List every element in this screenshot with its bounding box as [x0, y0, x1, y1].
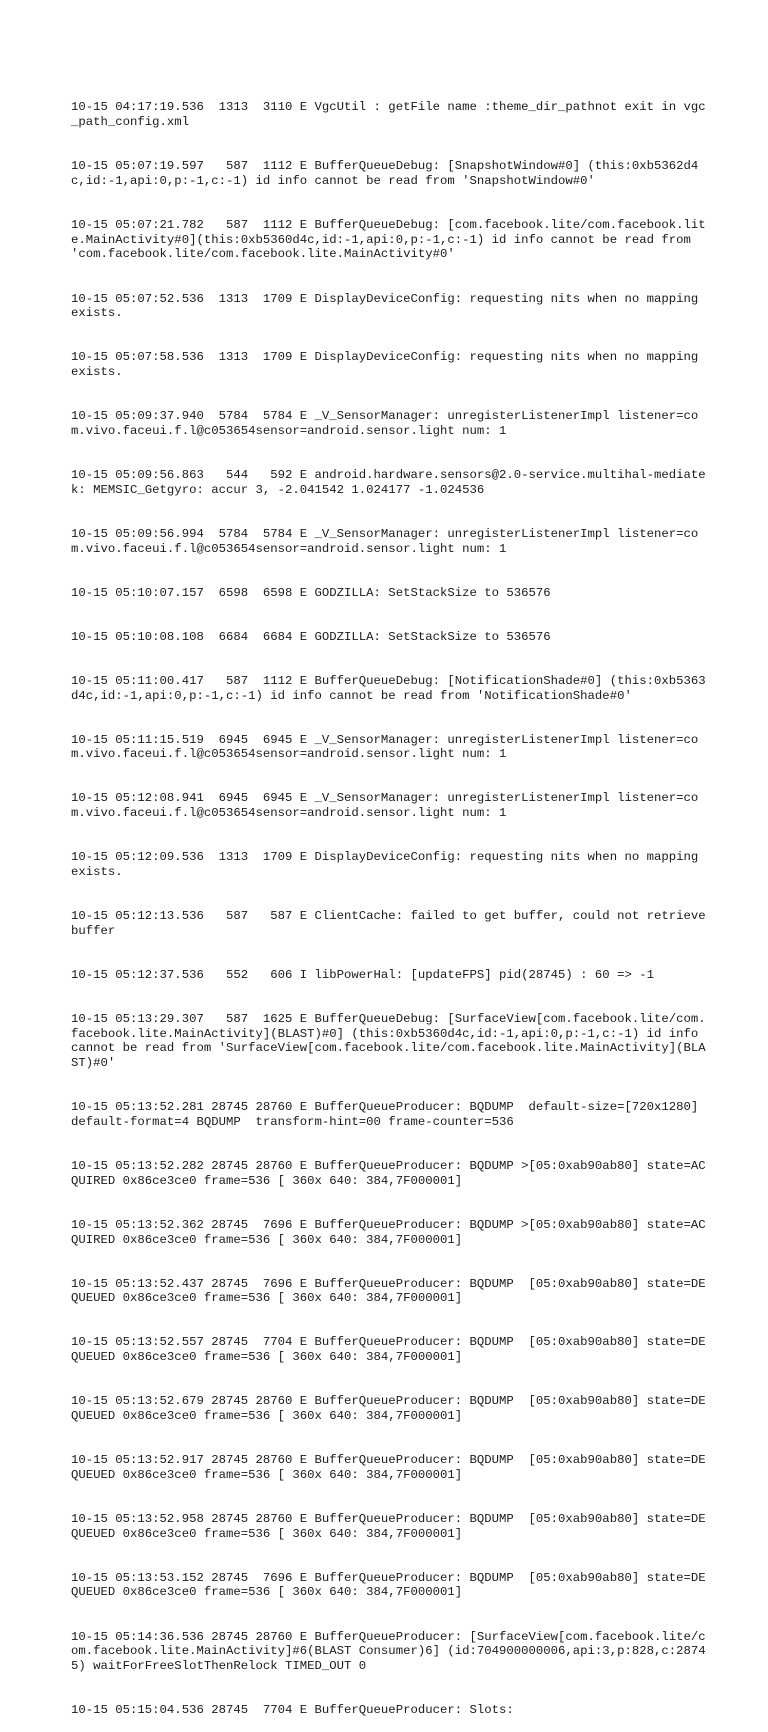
- log-line: 10-15 05:13:52.282 28745 28760 E BufferQueueProducer: BQDUMP >[05:0xab90ab80] state=ACQUIRED 0x86ce3ce0 frame=536 [ 360x 640: 384,7F000001]: [71, 1159, 706, 1188]
- log-line: 10-15 05:07:21.782 587 1112 E BufferQueueDebug: [com.facebook.lite/com.facebook.lite.MainActivity#0](this:0xb5360d4c,id:-1,api:0,p:-1,c:-1) id info cannot be read from 'com.facebook.lite/com.facebook.lite.MainActivity#0': [71, 218, 706, 262]
- log-line: 10-15 05:12:09.536 1313 1709 E DisplayDeviceConfig: requesting nits when no mapping exists.: [71, 850, 706, 879]
- log-line: 10-15 05:10:08.108 6684 6684 E GODZILLA: SetStackSize to 536576: [71, 629, 551, 644]
- log-line: 10-15 05:12:08.941 6945 6945 E _V_SensorManager: unregisterListenerImpl listener=com.vivo.faceui.f.l@c053654sensor=android.sensor.light num: 1: [71, 791, 699, 821]
- log-line: 10-15 05:09:56.994 5784 5784 E _V_SensorManager: unregisterListenerImpl listener=com.vivo.faceui.f.l@c053654sensor=android.sensor.light num: 1: [71, 526, 699, 556]
- log-line: 10-15 05:10:07.157 6598 6598 E GODZILLA: SetStackSize to 536576: [71, 585, 551, 600]
- log-line: 10-15 05:12:13.536 587 587 E ClientCache: failed to get buffer, could not retrieve buffer: [71, 909, 714, 938]
- log-line: 10-15 05:11:00.417 587 1112 E BufferQueueDebug: [NotificationShade#0] (this:0xb5363d4c,id:-1,api:0,p:-1,c:-1) id info cannot be read from 'NotificationShade#0': [71, 673, 706, 703]
- log-line: 10-15 05:13:52.958 28745 28760 E BufferQueueProducer: BQDUMP [05:0xab90ab80] state=DEQUEUED 0x86ce3ce0 frame=536 [ 360x 640: 384,7F000001]: [71, 1511, 706, 1541]
- log-line: 10-15 05:13:52.362 28745 7696 E BufferQueueProducer: BQDUMP >[05:0xab90ab80] state=ACQUIRED 0x86ce3ce0 frame=536 [ 360x 640: 384,7F000001]: [71, 1217, 706, 1247]
- log-line: 10-15 05:14:36.536 28745 28760 E BufferQueueProducer: [SurfaceView[com.facebook.lite/com.facebook.lite.MainActivity]#6(BLAST Consumer)6] (id:704900000006,api:3,p:828,c:28745) waitForFreeSlotThenRelock TIMED_OUT 0: [71, 1629, 706, 1673]
- log-line: 10-15 05:09:37.940 5784 5784 E _V_SensorManager: unregisterListenerImpl listener=com.vivo.faceui.f.l@c053654sensor=android.sensor.light num: 1: [71, 409, 699, 438]
- log-line: 10-15 05:13:29.307 587 1625 E BufferQueueDebug: [SurfaceView[com.facebook.lite/com.facebook.lite.MainActivity](BLAST)#0] (this:0xb5360d4c,id:-1,api:0,p:-1,c:-1) id info cannot be read from 'SurfaceView[com.facebook.lite/com.facebook.lite.MainActivity](BLAST)#0': [71, 1012, 706, 1071]
- log-line: 10-15 05:07:19.597 587 1112 E BufferQueueDebug: [SnapshotWindow#0] (this:0xb5362d4c,id:-1,api:0,p:-1,c:-1) id info cannot be read from 'SnapshotWindow#0': [71, 159, 699, 188]
- log-line: 10-15 05:11:15.519 6945 6945 E _V_SensorManager: unregisterListenerImpl listener=com.vivo.faceui.f.l@c053654sensor=android.sensor.light num: 1: [71, 732, 699, 762]
- log-line: 10-15 05:13:52.281 28745 28760 E BufferQueueProducer: BQDUMP default-size=[720x1280] default-format=4 BQDUMP transform-hint=00 frame-counter=536: [71, 1100, 706, 1129]
- log-line: 10-15 05:13:53.152 28745 7696 E BufferQueueProducer: BQDUMP [05:0xab90ab80] state=DEQUEUED 0x86ce3ce0 frame=536 [ 360x 640: 384,7F000001]: [71, 1570, 706, 1600]
- log-line: 10-15 05:13:52.679 28745 28760 E BufferQueueProducer: BQDUMP [05:0xab90ab80] state=DEQUEUED 0x86ce3ce0 frame=536 [ 360x 640: 384,7F000001]: [71, 1394, 706, 1423]
- log-line: 10-15 04:17:19.536 1313 3110 E VgcUtil : getFile name :theme_dir_pathnot exit in vgc_path_config.xml: [71, 100, 706, 130]
- log-line: 10-15 05:09:56.863 544 592 E android.hardware.sensors@2.0-service.multihal-mediatek: MEMSIC_Getgyro: accur 3, -2.041542 1.024177 -1.024536: [71, 467, 706, 497]
- log-line: 10-15 05:13:52.557 28745 7704 E BufferQueueProducer: BQDUMP [05:0xab90ab80] state=DEQUEUED 0x86ce3ce0 frame=536 [ 360x 640: 384,7F000001]: [71, 1335, 706, 1365]
- log-line: 10-15 05:07:52.536 1313 1709 E DisplayDeviceConfig: requesting nits when no mapping exists.: [71, 291, 706, 321]
- log-line: 10-15 05:07:58.536 1313 1709 E DisplayDeviceConfig: requesting nits when no mapping exists.: [71, 350, 706, 380]
- log-document: [71, 71, 714, 1732]
- log-line: 10-15 05:15:04.536 28745 7704 E BufferQueueProducer: Slots:: [71, 1703, 514, 1718]
- log-line: 10-15 05:13:52.437 28745 7696 E BufferQueueProducer: BQDUMP [05:0xab90ab80] state=DEQUEUED 0x86ce3ce0 frame=536 [ 360x 640: 384,7F000001]: [71, 1276, 706, 1306]
- log-line: 10-15 05:13:52.917 28745 28760 E BufferQueueProducer: BQDUMP [05:0xab90ab80] state=DEQUEUED 0x86ce3ce0 frame=536 [ 360x 640: 384,7F000001]: [71, 1453, 706, 1482]
- log-line: 10-15 05:12:37.536 552 606 I libPowerHal: [updateFPS] pid(28745) : 60 => -1: [71, 967, 654, 982]
